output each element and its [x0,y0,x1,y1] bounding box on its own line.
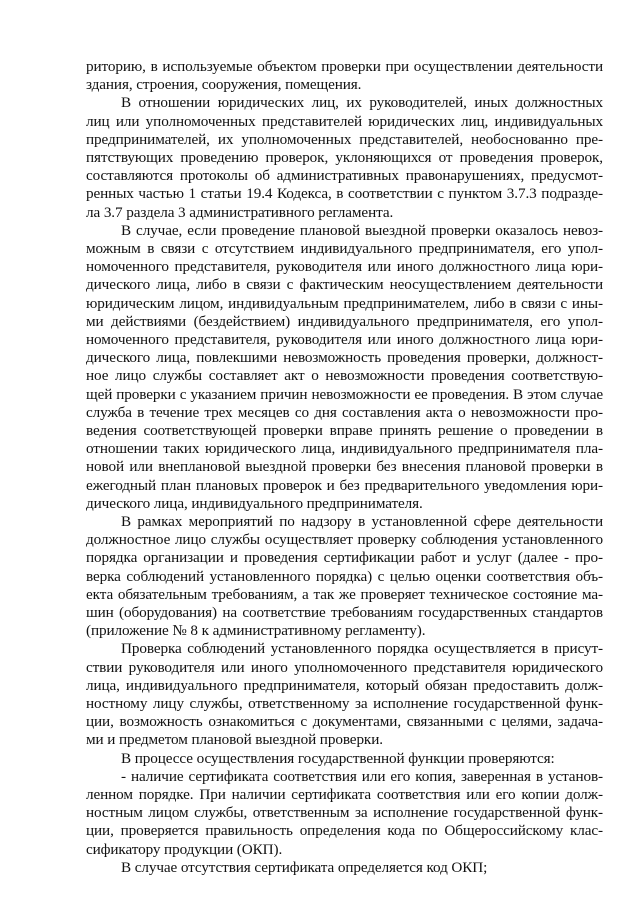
text-line: В отношении юридических лиц, их руководителей, иных должностных [121,94,603,112]
text-line: Проверка соблюдений установленного порядка осуществляется в присут- [121,640,603,658]
text-line: можным в связи с отсутствием индивидуального предпринимателя, его упол- [86,240,603,257]
text-line: отношении таких юридического лица, индивидуального предпринимателя пла- [86,440,603,458]
text-line: номоченного представителя, руководителя или иного должностного лица юри- [86,331,603,348]
text-line: юридическим лицом, индивидуальным предпринимателем, либо в связи с ины- [86,294,603,312]
text-line: пятствующих проведению проверок, уклоняющихся от проведения проверок, [86,149,603,166]
text-line: служба в течение трех месяцев со дня составления акта о невозможности про- [86,403,603,421]
text-line: ции, проверяется правильность определения кода по Общероссийскому клас- [86,822,603,840]
text-line: - наличие сертификата соответствия или его копия, заверенная в установ- [121,767,603,785]
text-line: ла 3.7 раздела 3 административного регламента. [86,203,394,221]
text-line: В случае отсутствия сертификата определяется код ОКП; [121,858,488,876]
text-line: ми действиями (бездействием) индивидуального предпринимателя, его упол- [86,312,603,330]
text-line: здания, строения, сооружения, помещения. [86,76,362,94]
text-line: составляются протоколы об административных правонарушениях, предусмот- [86,167,603,185]
text-line: ежегодный план плановых проверок и без предварительного уведомления юри- [86,476,603,494]
text-line: ностному лицу службы, ответственному за исполнение государственной функ- [86,695,603,712]
text-line: должностное лицо службы осуществляет проверку соблюдения установленного [86,531,603,549]
text-line: новой или внеплановой выездной проверки без внесения плановой проверки в [86,458,603,476]
text-line: ное лицо службы составляет акт о невозможности проведения соответствую- [86,367,603,385]
text-line: екта обязательным требованиям, а так же проверяет техническое состояние ма- [86,585,603,603]
text-line: шин (оборудования) на соответствие требованиям государственных стандартов [86,604,603,621]
text-line: щей проверки с указанием причин невозможности ее проведения. В этом случае [86,385,603,403]
text-line: ции, возможность ознакомиться с документами, связанными с целями, задача- [86,713,603,731]
text-line: номоченного представителя, руководителя или иного должностного лица юри- [86,258,603,276]
text-line: дического лица, повлекшими невозможность проведения проверки, должност- [86,349,603,367]
text-line: риторию, в используемые объектом проверки при осуществлении деятельности [86,58,603,75]
text-line: лиц или уполномоченных представителей юридических лиц, индивидуальных [86,112,603,130]
text-line: предпринимателей, их уполномоченных представителей, необоснованно пре- [86,130,603,148]
text-line: верка соблюдений установленного порядка) с целью оценки соответствия объ- [86,567,603,585]
text-line: В случае, если проведение плановой выездной проверки оказалось невоз- [121,221,603,239]
text-line: В процессе осуществления государственной функции проверяются: [121,749,555,767]
text-line: порядка организации и проведения сертификации работ и услуг (далее - про- [86,549,603,567]
text-line: ленном порядке. При наличии сертификата соответствия или его копии долж- [86,786,603,803]
text-line: дического лица, либо в связи с фактическим неосуществлением деятельности [86,276,603,294]
text-line: ми и предметом плановой выездной проверки. [86,731,383,749]
text-line: сификатору продукции (ОКП). [86,840,283,858]
text-line: лица, индивидуального предпринимателя, который обязан предоставить долж- [86,676,603,694]
text-line: ведения соответствующей проверки вправе принять решение о проведении в [86,422,603,439]
text-line: ренных частью 1 статьи 19.4 Кодекса, в соответствии с пунктом 3.7.3 подразде- [86,185,603,203]
text-line: ствии руководителя или иного уполномоченного представителя юридического [86,658,603,676]
text-line: В рамках мероприятий по надзору в установленной сфере деятельности [121,513,603,530]
text-line: ностным лицом службы, ответственным за исполнение государственной функ- [86,804,603,822]
text-line: дического лица, индивидуального предпринимателя. [86,494,423,512]
text-line: (приложение № 8 к административному регламенту). [86,622,426,640]
